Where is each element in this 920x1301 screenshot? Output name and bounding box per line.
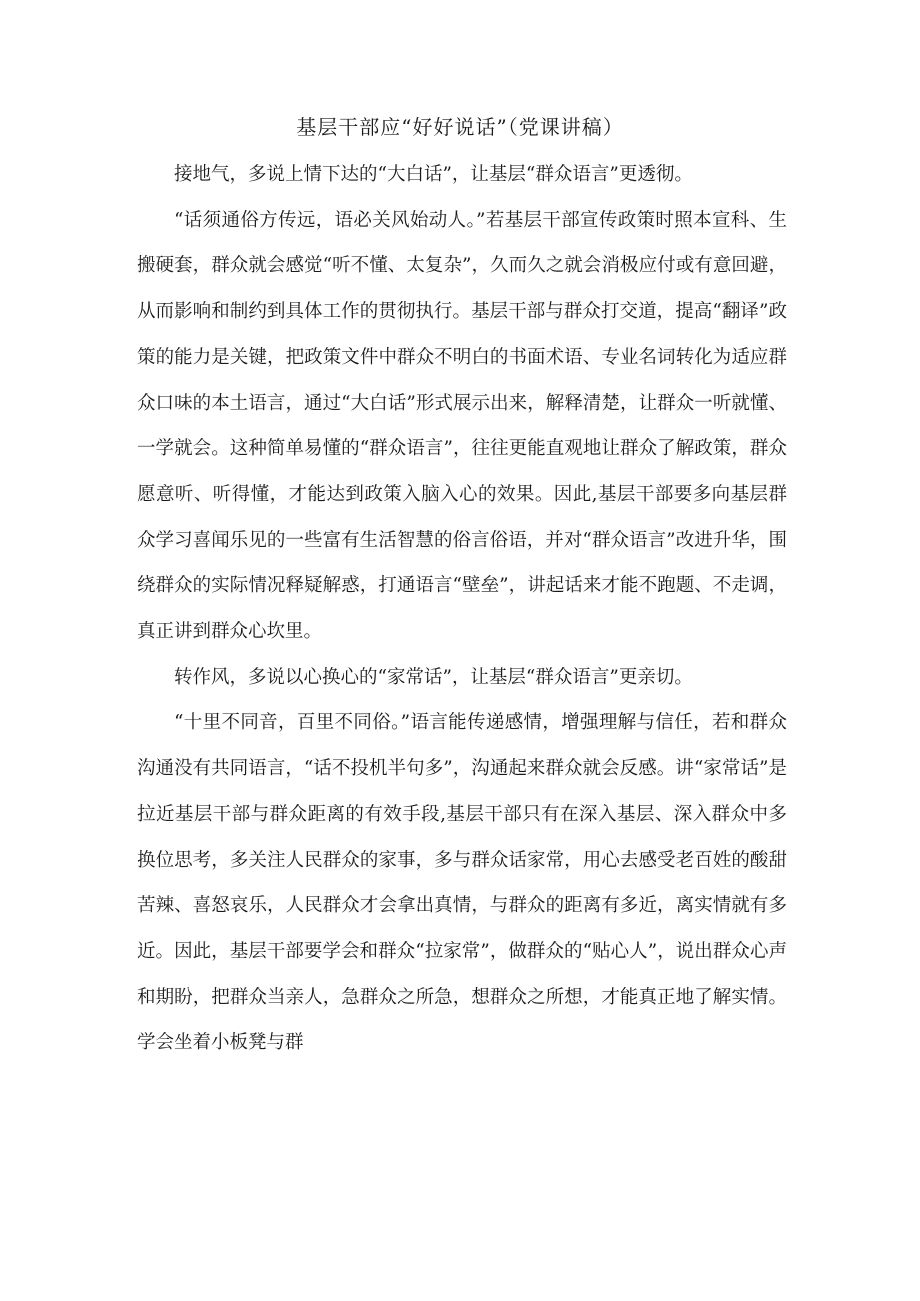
paragraph-1: “话须通俗方传远，语必关风始动人。”若基层干部宣传政策时照本宣科、生搬硬套，群众就会感觉“听不懂、太复杂”，久而久之就会消极应付或有意回避，从而影响和制约到具体工作的贯彻执行。基层干部与群众打交道，提高“翻译”政策的能力是关键，把政策文件中群众不明白的书面术语、专业名词转化为适应群众口味的本土语言，通过“大白话”形式展示出来，解释清楚，让群众一听就懂、一学就会。这种简单易懂的“群众语言”，往往更能直观地让群众了解政策，群众愿意听、听得懂，才能达到政策入脑入心的效果。因此,基层干部要多向基层群众学习喜闻乐见的一些富有生活智慧的俗言俗语，并对“群众语言”改进升华，围绕群众的实际情况释疑解惑，打通语言“壁垒”，讲起话来才能不跑题、不走调，真正讲到群众心坎里。 [137,209,787,643]
document-body [137,152,787,1066]
paragraph-2: “十里不同音，百里不同俗。”语言能传递感情，增强理解与信任，若和群众沟通没有共同语言，“话不投机半句多”，沟通起来群众就会反感。讲“家常话”是拉近基层干部与群众距离的有效手段,基层干部只有在深入基层、深入群众中多换位思考，多关注人民群众的家事，多与群众话家常，用心去感受老百姓的酸甜苦辣、喜怒哀乐，人民群众才会拿出真情，与群众的距离有多近，离实情就有多近。因此，基层干部要学会和群众“拉家常”，做群众的“贴心人”，说出群众心声和期盼，把群众当亲人，急群众之所急，想群众之所想，才能真正地了解实情。学会坐着小板凳与群 [137,712,787,1054]
document-title: 基层干部应“好好说话”（党课讲稿） [296,115,624,139]
section-heading-1: 接地气，多说上情下达的“大白话”，让基层“群众语言”更透彻。 [174,164,693,185]
section-heading-2: 转作风，多说以心换心的“家常话”，让基层“群众语言”更亲切。 [174,666,693,688]
